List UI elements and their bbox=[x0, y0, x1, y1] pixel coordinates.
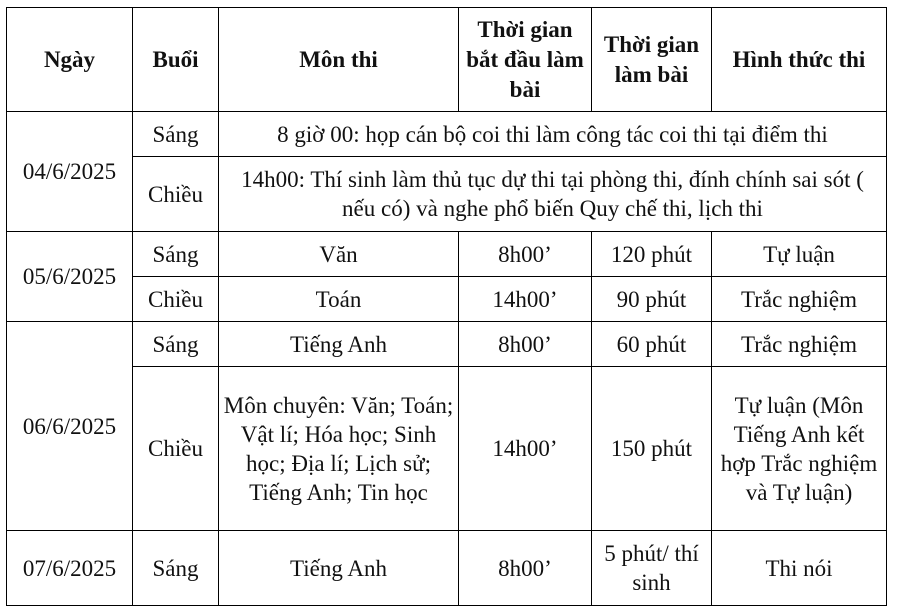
header-duration: Thời gian làm bài bbox=[592, 8, 712, 112]
table-row bbox=[7, 531, 887, 606]
subject-cell: Môn chuyên: Văn; Toán; Vật lí; Hóa học; Sinh học; Địa lí; Lịch sử; Tiếng Anh; Tin học bbox=[219, 367, 459, 531]
note-cell: 8 giờ 00: họp cán bộ coi thi làm công tác coi thi tại điểm thi bbox=[219, 112, 887, 157]
subject-cell: Toán bbox=[219, 277, 459, 322]
exam-form-cell: Trắc nghiệm bbox=[712, 277, 887, 322]
exam-form-cell: Trắc nghiệm bbox=[712, 322, 887, 367]
header-exam-form: Hình thức thi bbox=[712, 8, 887, 112]
table-row bbox=[7, 157, 887, 232]
subject-cell: Tiếng Anh bbox=[219, 531, 459, 606]
session-cell: Chiều bbox=[133, 367, 219, 531]
table-row bbox=[7, 112, 887, 157]
header-row bbox=[7, 8, 887, 112]
start-time-cell: 8h00’ bbox=[459, 531, 592, 606]
header-subject: Môn thi bbox=[219, 8, 459, 112]
exam-schedule-table bbox=[6, 7, 887, 606]
table-row bbox=[7, 232, 887, 277]
header-session: Buổi bbox=[133, 8, 219, 112]
start-time-cell: 14h00’ bbox=[459, 277, 592, 322]
exam-form-cell: Tự luận (Môn Tiếng Anh kết hợp Trắc nghiệm và Tự luận) bbox=[712, 367, 887, 531]
exam-form-cell: Thi nói bbox=[712, 531, 887, 606]
table-row bbox=[7, 277, 887, 322]
date-cell: 07/6/2025 bbox=[7, 531, 133, 606]
header-start-time: Thời gian bắt đầu làm bài bbox=[459, 8, 592, 112]
subject-cell: Tiếng Anh bbox=[219, 322, 459, 367]
duration-cell: 150 phút bbox=[592, 367, 712, 531]
table-row bbox=[7, 322, 887, 367]
duration-cell: 120 phút bbox=[592, 232, 712, 277]
session-cell: Sáng bbox=[133, 531, 219, 606]
start-time-cell: 14h00’ bbox=[459, 367, 592, 531]
session-cell: Sáng bbox=[133, 322, 219, 367]
session-cell: Sáng bbox=[133, 112, 219, 157]
subject-cell: Văn bbox=[219, 232, 459, 277]
date-cell: 05/6/2025 bbox=[7, 232, 133, 322]
date-cell: 04/6/2025 bbox=[7, 112, 133, 232]
duration-cell: 5 phút/ thí sinh bbox=[592, 531, 712, 606]
exam-form-cell: Tự luận bbox=[712, 232, 887, 277]
start-time-cell: 8h00’ bbox=[459, 232, 592, 277]
duration-cell: 60 phút bbox=[592, 322, 712, 367]
date-cell: 06/6/2025 bbox=[7, 322, 133, 531]
header-date: Ngày bbox=[7, 8, 133, 112]
start-time-cell: 8h00’ bbox=[459, 322, 592, 367]
session-cell: Chiều bbox=[133, 157, 219, 232]
session-cell: Chiều bbox=[133, 277, 219, 322]
note-cell: 14h00: Thí sinh làm thủ tục dự thi tại phòng thi, đính chính sai sót ( nếu có) và nghe phổ biến Quy chế thi, lịch thi bbox=[219, 157, 887, 232]
duration-cell: 90 phút bbox=[592, 277, 712, 322]
table-row bbox=[7, 367, 887, 531]
session-cell: Sáng bbox=[133, 232, 219, 277]
